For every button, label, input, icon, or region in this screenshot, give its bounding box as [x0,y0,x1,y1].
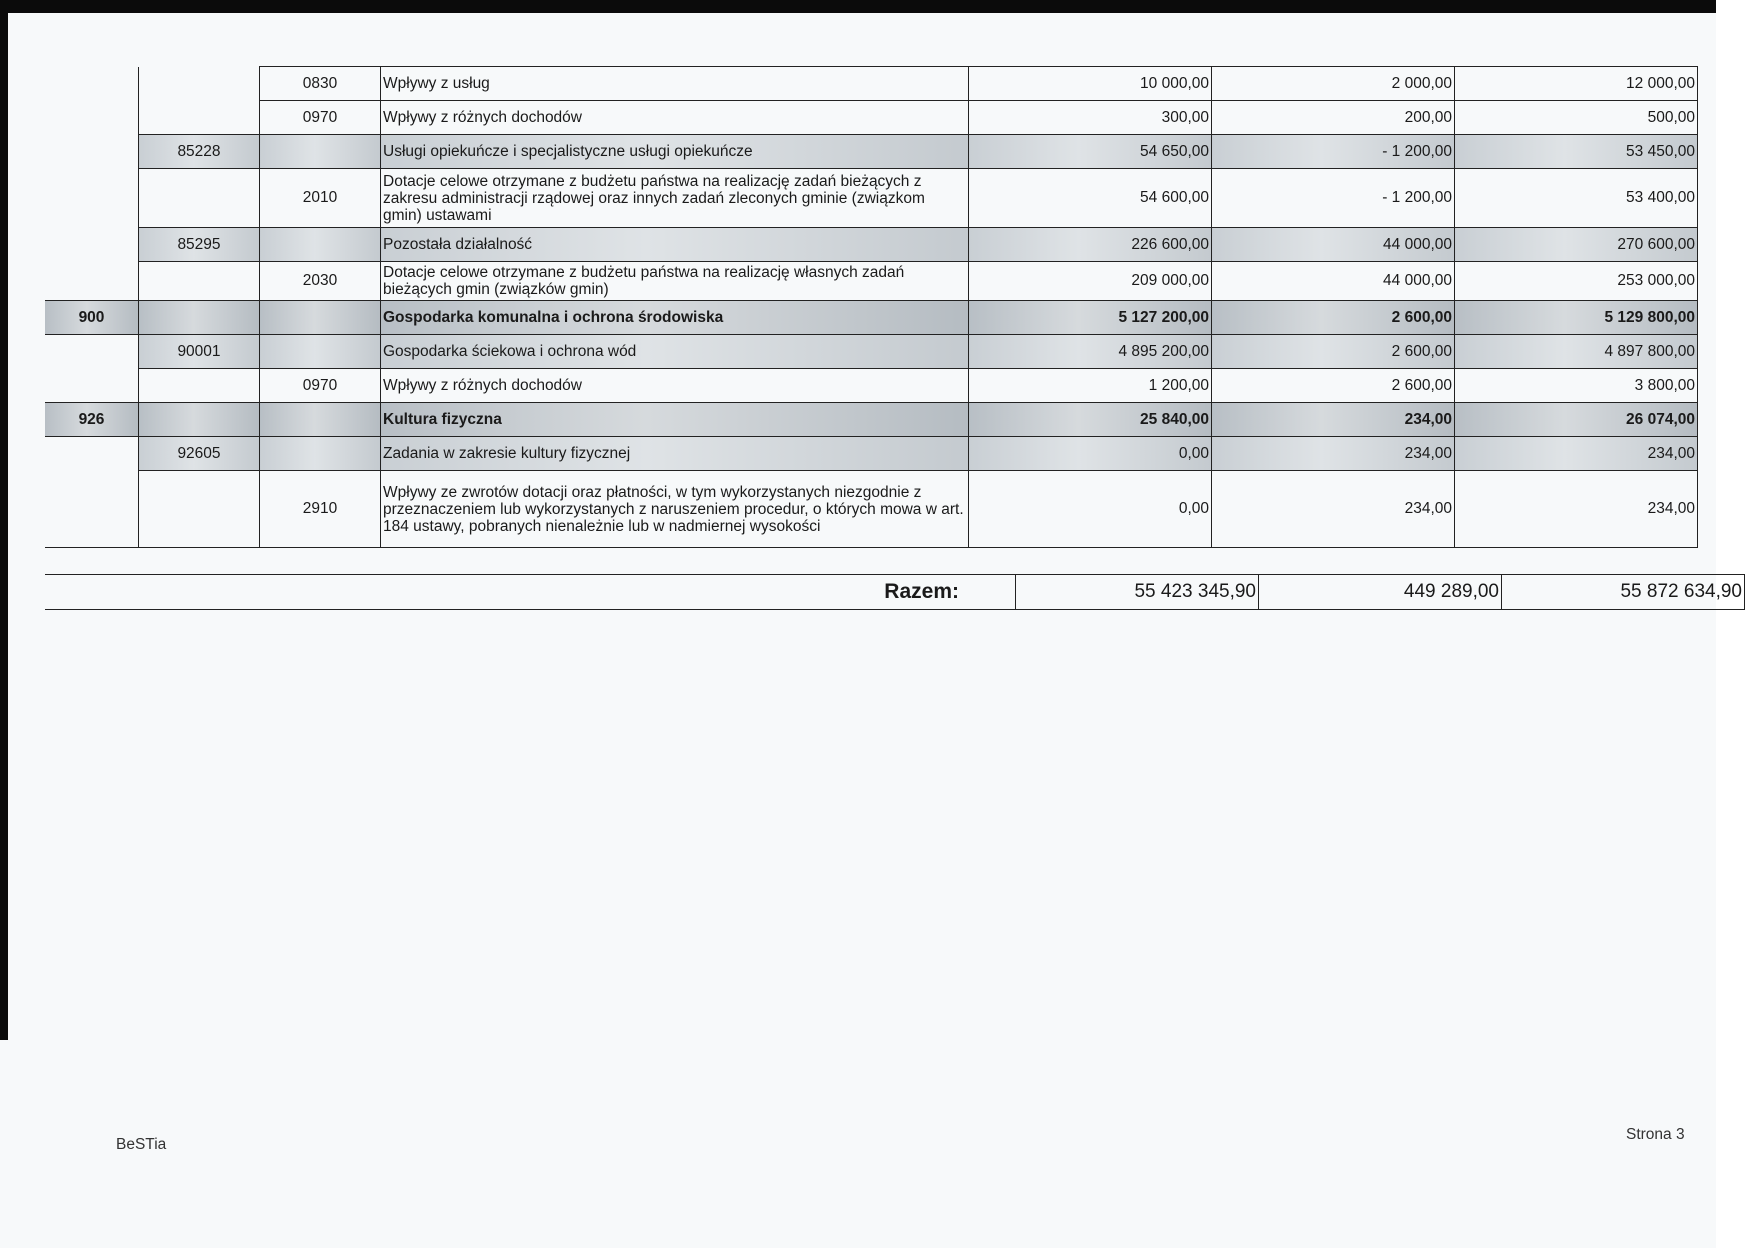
cell-po-zmianie: 4 897 800,00 [1455,335,1698,369]
cell-plan: 300,00 [969,101,1212,135]
cell-plan: 25 840,00 [969,403,1212,437]
cell-paragraf [260,301,381,335]
cell-rozdzial: 85295 [139,228,260,262]
cell-nazwa: Wpływy ze zwrotów dotacji oraz płatności, w tym wykorzystanych niezgodnie z przeznaczeniem lub wykorzystanych z naruszeniem procedur, o których mowa w art. 184 ustawy, pobranych nienależnie lub w nadmiernej wysokości [381,471,969,548]
table-row [45,335,1698,369]
cell-zmiana: 2 000,00 [1212,67,1455,101]
cell-rozdzial [139,67,260,101]
cell-nazwa: Wpływy z różnych dochodów [381,101,969,135]
total-label: Razem: [45,575,1016,610]
cell-plan: 1 200,00 [969,369,1212,403]
cell-nazwa: Zadania w zakresie kultury fizycznej [381,437,969,471]
cell-rozdzial [139,369,260,403]
scan-border-left [0,0,8,1040]
cell-dzial [45,369,139,403]
cell-rozdzial: 90001 [139,335,260,369]
cell-rozdzial [139,101,260,135]
cell-plan: 0,00 [969,471,1212,548]
cell-plan: 226 600,00 [969,228,1212,262]
cell-zmiana: 2 600,00 [1212,369,1455,403]
cell-dzial [45,135,139,169]
cell-po-zmianie: 253 000,00 [1455,262,1698,301]
footer-app-name: BeSTia [116,1136,167,1153]
cell-po-zmianie: 500,00 [1455,101,1698,135]
cell-plan: 0,00 [969,437,1212,471]
cell-zmiana: 234,00 [1212,471,1455,548]
cell-nazwa: Usługi opiekuńcze i specjalistyczne usługi opiekuńcze [381,135,969,169]
table-row [45,101,1698,135]
cell-paragraf: 0970 [260,369,381,403]
scan-border-top [0,0,1716,13]
cell-rozdzial [139,169,260,228]
cell-dzial [45,228,139,262]
cell-nazwa: Dotacje celowe otrzymane z budżetu państwa na realizację zadań bieżących z zakresu administracji rządowej oraz innych zadań zleconych gminie (związkom gmin) ustawami [381,169,969,228]
cell-paragraf: 2010 [260,169,381,228]
cell-po-zmianie: 234,00 [1455,437,1698,471]
cell-nazwa: Wpływy z różnych dochodów [381,369,969,403]
cell-zmiana: 2 600,00 [1212,301,1455,335]
cell-nazwa: Pozostała działalność [381,228,969,262]
table-row [45,403,1698,437]
cell-po-zmianie: 26 074,00 [1455,403,1698,437]
total-table [45,574,1745,610]
total-row [45,575,1745,610]
cell-po-zmianie: 53 400,00 [1455,169,1698,228]
table-row [45,471,1698,548]
cell-rozdzial [139,403,260,437]
cell-nazwa: Wpływy z usług [381,67,969,101]
budget-table [45,66,1698,548]
cell-dzial [45,67,139,101]
table-row [45,135,1698,169]
total-po-zmianie: 55 872 634,90 [1502,575,1745,610]
cell-zmiana: 2 600,00 [1212,335,1455,369]
cell-zmiana: 234,00 [1212,403,1455,437]
table-row [45,169,1698,228]
cell-dzial: 926 [45,403,139,437]
cell-zmiana: - 1 200,00 [1212,169,1455,228]
cell-dzial [45,437,139,471]
table-row [45,437,1698,471]
cell-dzial [45,101,139,135]
cell-po-zmianie: 270 600,00 [1455,228,1698,262]
cell-rozdzial: 85228 [139,135,260,169]
cell-zmiana: 44 000,00 [1212,228,1455,262]
footer-page-number: Strona 3 [1626,1126,1685,1143]
cell-paragraf: 2030 [260,262,381,301]
cell-po-zmianie: 53 450,00 [1455,135,1698,169]
cell-plan: 209 000,00 [969,262,1212,301]
cell-zmiana: 200,00 [1212,101,1455,135]
cell-plan: 5 127 200,00 [969,301,1212,335]
cell-plan: 4 895 200,00 [969,335,1212,369]
cell-paragraf [260,135,381,169]
cell-paragraf [260,228,381,262]
cell-dzial [45,335,139,369]
cell-nazwa: Gospodarka ściekowa i ochrona wód [381,335,969,369]
table-row [45,67,1698,101]
cell-dzial [45,262,139,301]
scan-margin-right [1716,0,1755,1248]
total-zmiana: 449 289,00 [1259,575,1502,610]
cell-po-zmianie: 5 129 800,00 [1455,301,1698,335]
cell-plan: 54 650,00 [969,135,1212,169]
cell-rozdzial [139,471,260,548]
cell-po-zmianie: 234,00 [1455,471,1698,548]
cell-nazwa: Gospodarka komunalna i ochrona środowiska [381,301,969,335]
cell-paragraf [260,437,381,471]
cell-dzial: 900 [45,301,139,335]
table-row [45,228,1698,262]
cell-po-zmianie: 12 000,00 [1455,67,1698,101]
cell-paragraf [260,403,381,437]
cell-paragraf: 0830 [260,67,381,101]
cell-nazwa: Dotacje celowe otrzymane z budżetu państwa na realizację własnych zadań bieżących gmin (związków gmin) [381,262,969,301]
cell-rozdzial [139,301,260,335]
cell-paragraf: 2910 [260,471,381,548]
cell-dzial [45,471,139,548]
table-row [45,369,1698,403]
cell-zmiana: - 1 200,00 [1212,135,1455,169]
cell-plan: 10 000,00 [969,67,1212,101]
table-row [45,262,1698,301]
cell-rozdzial: 92605 [139,437,260,471]
cell-po-zmianie: 3 800,00 [1455,369,1698,403]
cell-zmiana: 234,00 [1212,437,1455,471]
total-plan: 55 423 345,90 [1016,575,1259,610]
cell-paragraf: 0970 [260,101,381,135]
cell-zmiana: 44 000,00 [1212,262,1455,301]
cell-nazwa: Kultura fizyczna [381,403,969,437]
cell-rozdzial [139,262,260,301]
cell-dzial [45,169,139,228]
cell-paragraf [260,335,381,369]
cell-plan: 54 600,00 [969,169,1212,228]
table-row [45,301,1698,335]
